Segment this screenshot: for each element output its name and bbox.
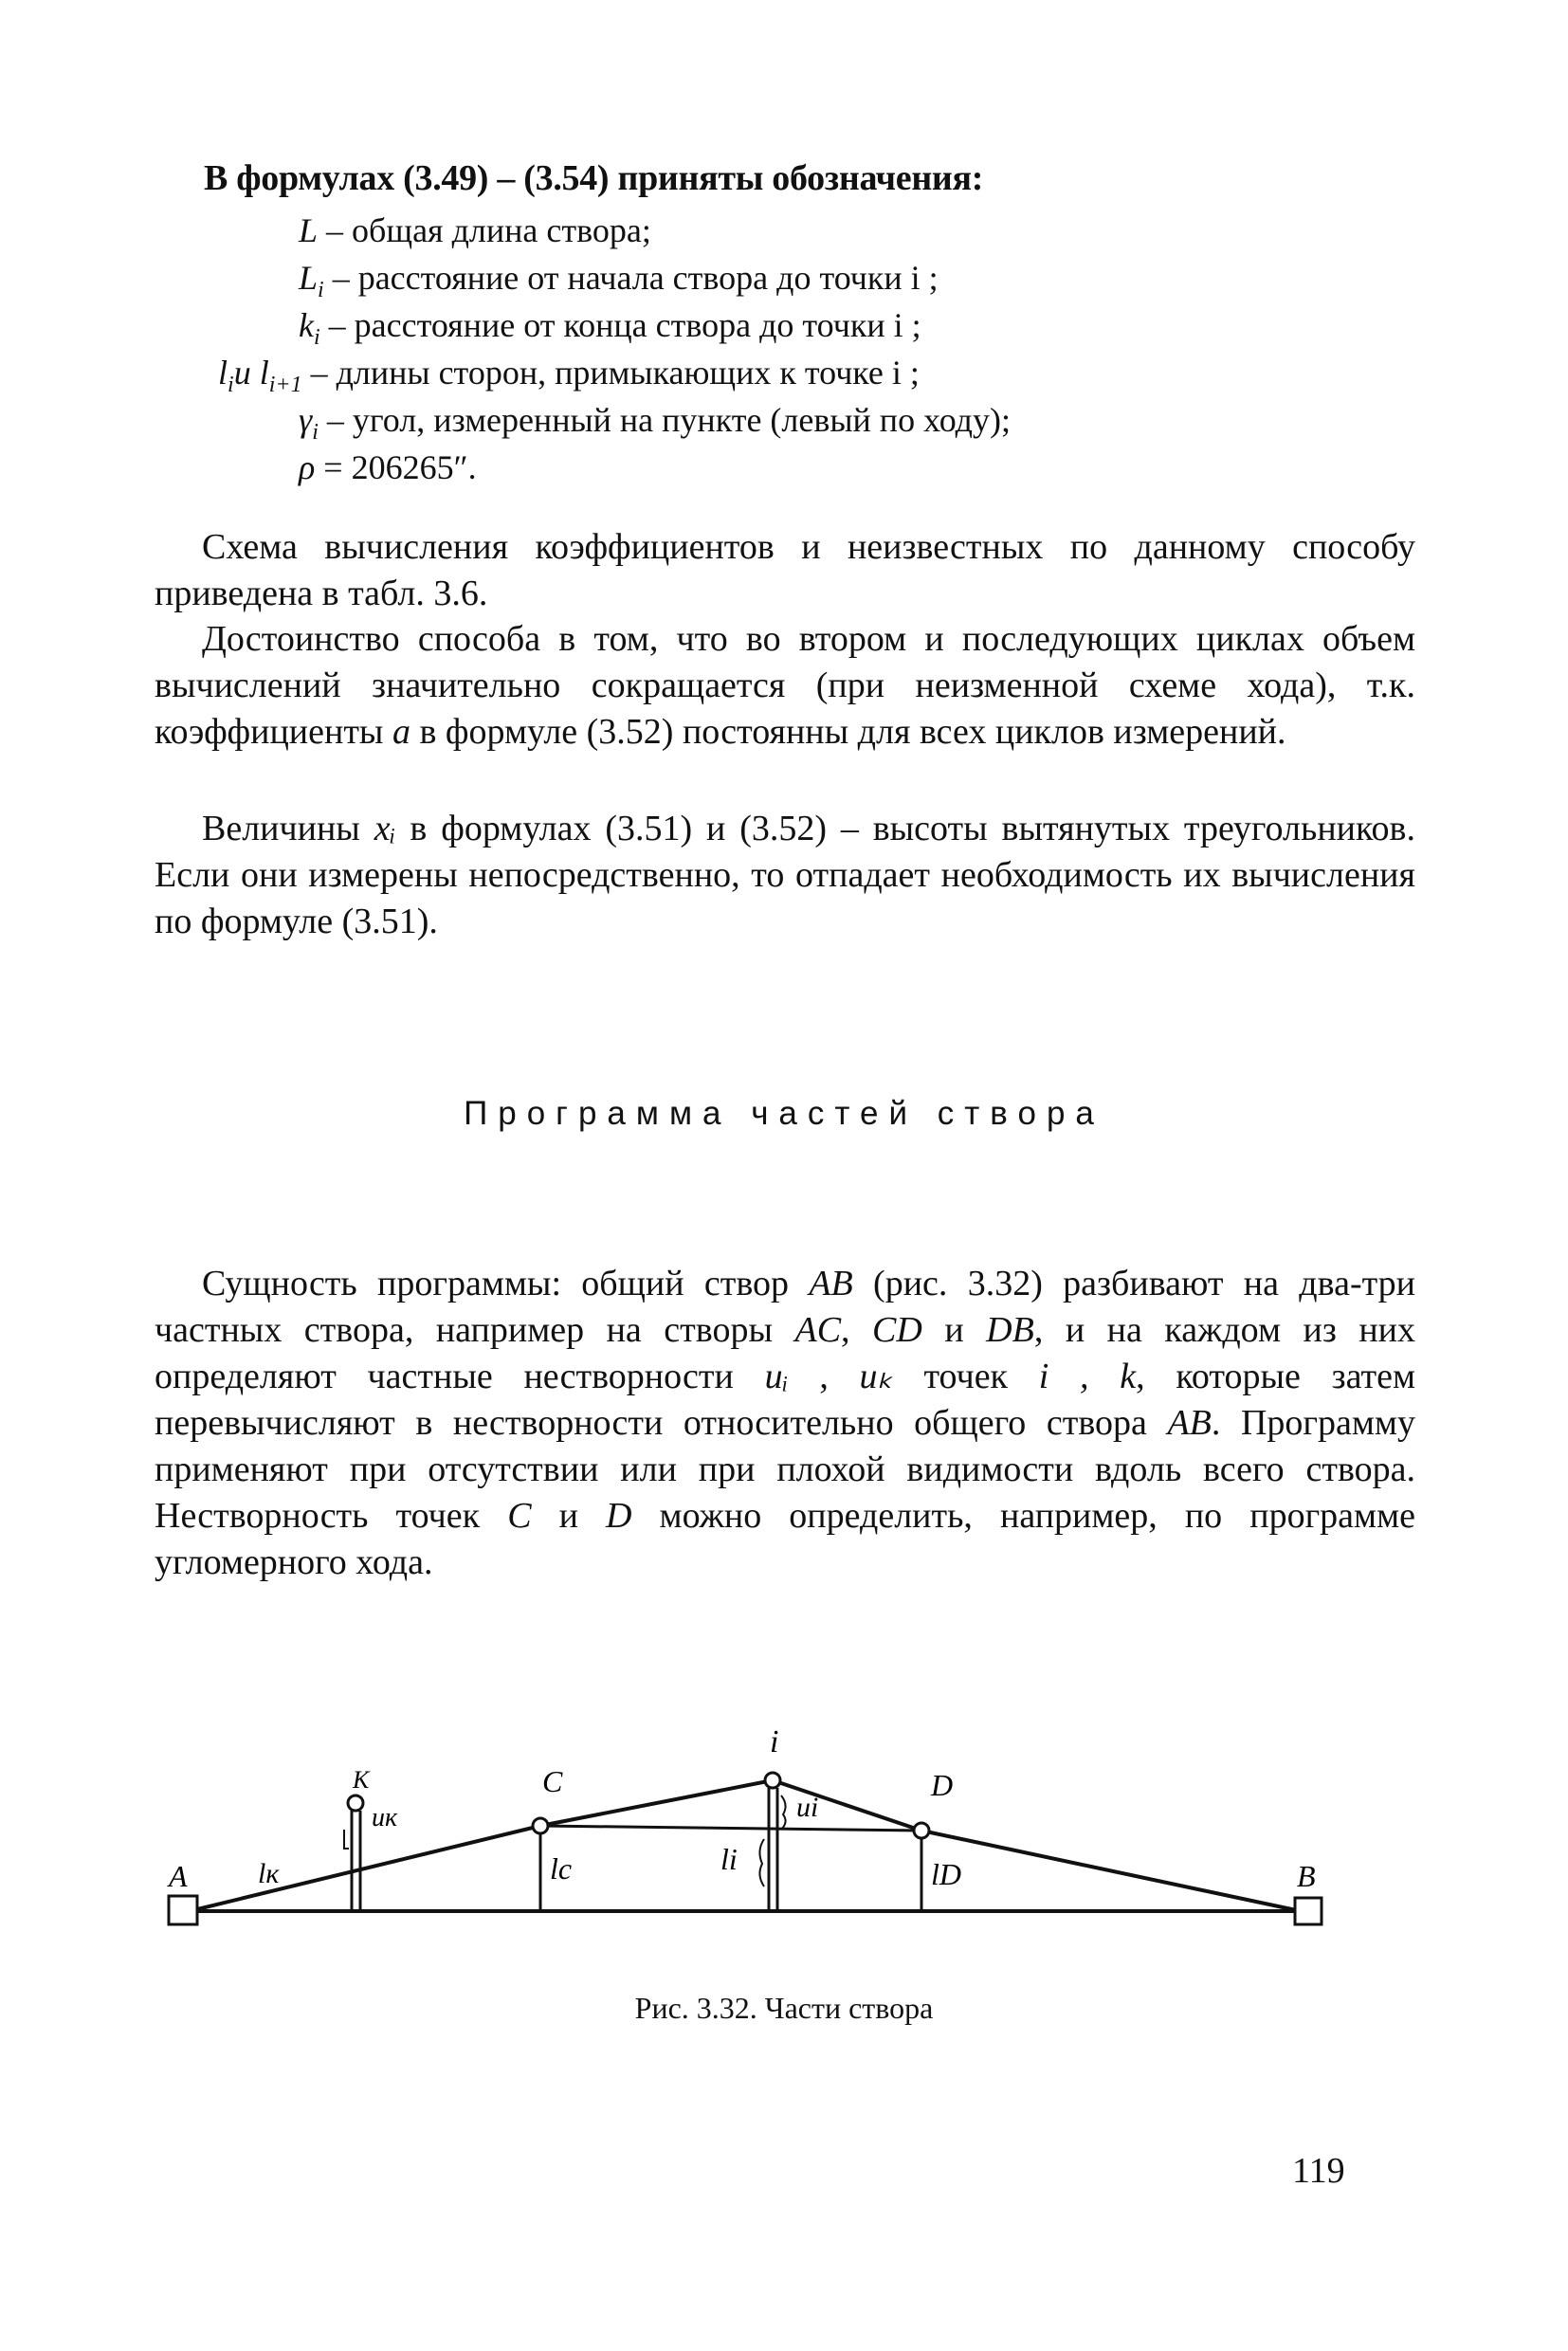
label-lk: lк bbox=[258, 1858, 280, 1889]
paragraph-program: Сущность программы: общий створ AB (рис. 3.32) разбивают на два-три частных створа, например на створы AC, CD и DB, и на каждом из них определяют частные нестворности uᵢ , uₖ точек i , k, которые затем перевычисляют в нестворности относительно общего створа AB. Программу применяют при отсутствии или при плохой видимости вдоль всего створа. Нестворность точек C и D можно определить, например, по программе угломерного хода. bbox=[155, 1264, 1416, 1582]
point-k-marker bbox=[348, 1795, 363, 1811]
definition-text: – длины сторон, примыкающих к точке i ; bbox=[310, 354, 920, 392]
point-a-marker bbox=[169, 1896, 197, 1924]
definition-symbol: $k_i$ bbox=[299, 306, 320, 351]
definition-item bbox=[299, 305, 921, 351]
segment-id bbox=[773, 1780, 921, 1831]
definition-item bbox=[299, 400, 1011, 446]
definition-item bbox=[299, 447, 477, 493]
definition-item bbox=[299, 258, 939, 303]
label-uk: uк bbox=[372, 1803, 398, 1832]
notation-intro: В формулах (3.49) – (3.54) приняты обозначения: bbox=[204, 158, 984, 198]
paragraph-heights: Величины xᵢ в формулах (3.51) и (3.52) – высоты вытянутых треугольников. Если они измерены непосредственно, то отпадает необходимость их вычисления по формуле (3.51). bbox=[155, 809, 1415, 941]
label-k: K bbox=[353, 1766, 370, 1794]
figure-caption: Рис. 3.32. Части створа bbox=[634, 1991, 934, 2025]
label-ld: lD bbox=[931, 1857, 961, 1891]
definition-symbol: ρ bbox=[299, 448, 316, 486]
point-b-marker bbox=[1295, 1898, 1322, 1924]
paragraph-advantage: Достоинство способа в том, что во втором и последующих циклах объем вычислений значительно сокращается (при неизменной схеме хода), т.к. коэффициенты a в формуле (3.52) постоянны для всех циклов измерений. bbox=[155, 619, 1415, 752]
definition-text: – угол, измеренный на пункте (левый по ходу); bbox=[326, 401, 1011, 439]
definition-text: = 206265″. bbox=[323, 448, 477, 486]
segment-ci bbox=[540, 1780, 773, 1826]
segment-db bbox=[921, 1831, 1301, 1911]
point-d-marker bbox=[914, 1823, 929, 1838]
label-b: B bbox=[1297, 1859, 1316, 1893]
label-li: li bbox=[720, 1842, 738, 1876]
definition-symbol: $\gamma_i$ bbox=[299, 401, 319, 446]
label-c: C bbox=[542, 1764, 563, 1798]
definition-symbol: L bbox=[299, 211, 319, 249]
label-i: i bbox=[770, 1724, 779, 1759]
definition-text: – расстояние от конца створа до точки i ; bbox=[328, 306, 921, 344]
definition-symbol: $l_i$ bbox=[218, 354, 234, 398]
page-number: 119 bbox=[1292, 2151, 1345, 2191]
label-ui: ui bbox=[796, 1792, 819, 1823]
definition-symbol: $L_i$ bbox=[299, 259, 324, 303]
definition-text: – расстояние от начала створа до точки i ; bbox=[332, 259, 939, 297]
alignment-diagram bbox=[152, 1697, 1384, 1972]
segment-ac bbox=[190, 1826, 540, 1911]
paragraph-scheme: Схема вычисления коэффициентов и неизвестных по данному способу приведена в табл. 3.6. bbox=[155, 527, 1415, 613]
label-a: A bbox=[169, 1859, 188, 1893]
label-d: D bbox=[931, 1768, 954, 1802]
point-i-marker bbox=[765, 1773, 780, 1788]
definition-item: $l_iи$ $l_{i+1}$ – длины сторон, примыкающих к точке i ; bbox=[218, 354, 920, 398]
segment-cd bbox=[540, 1826, 921, 1831]
section-heading: Программа частей створа bbox=[464, 1095, 1104, 1132]
label-lc: lc bbox=[550, 1851, 573, 1886]
point-c-marker bbox=[533, 1818, 548, 1833]
definition-text: – общая длина створа; bbox=[326, 211, 651, 249]
definition-item bbox=[299, 210, 651, 256]
